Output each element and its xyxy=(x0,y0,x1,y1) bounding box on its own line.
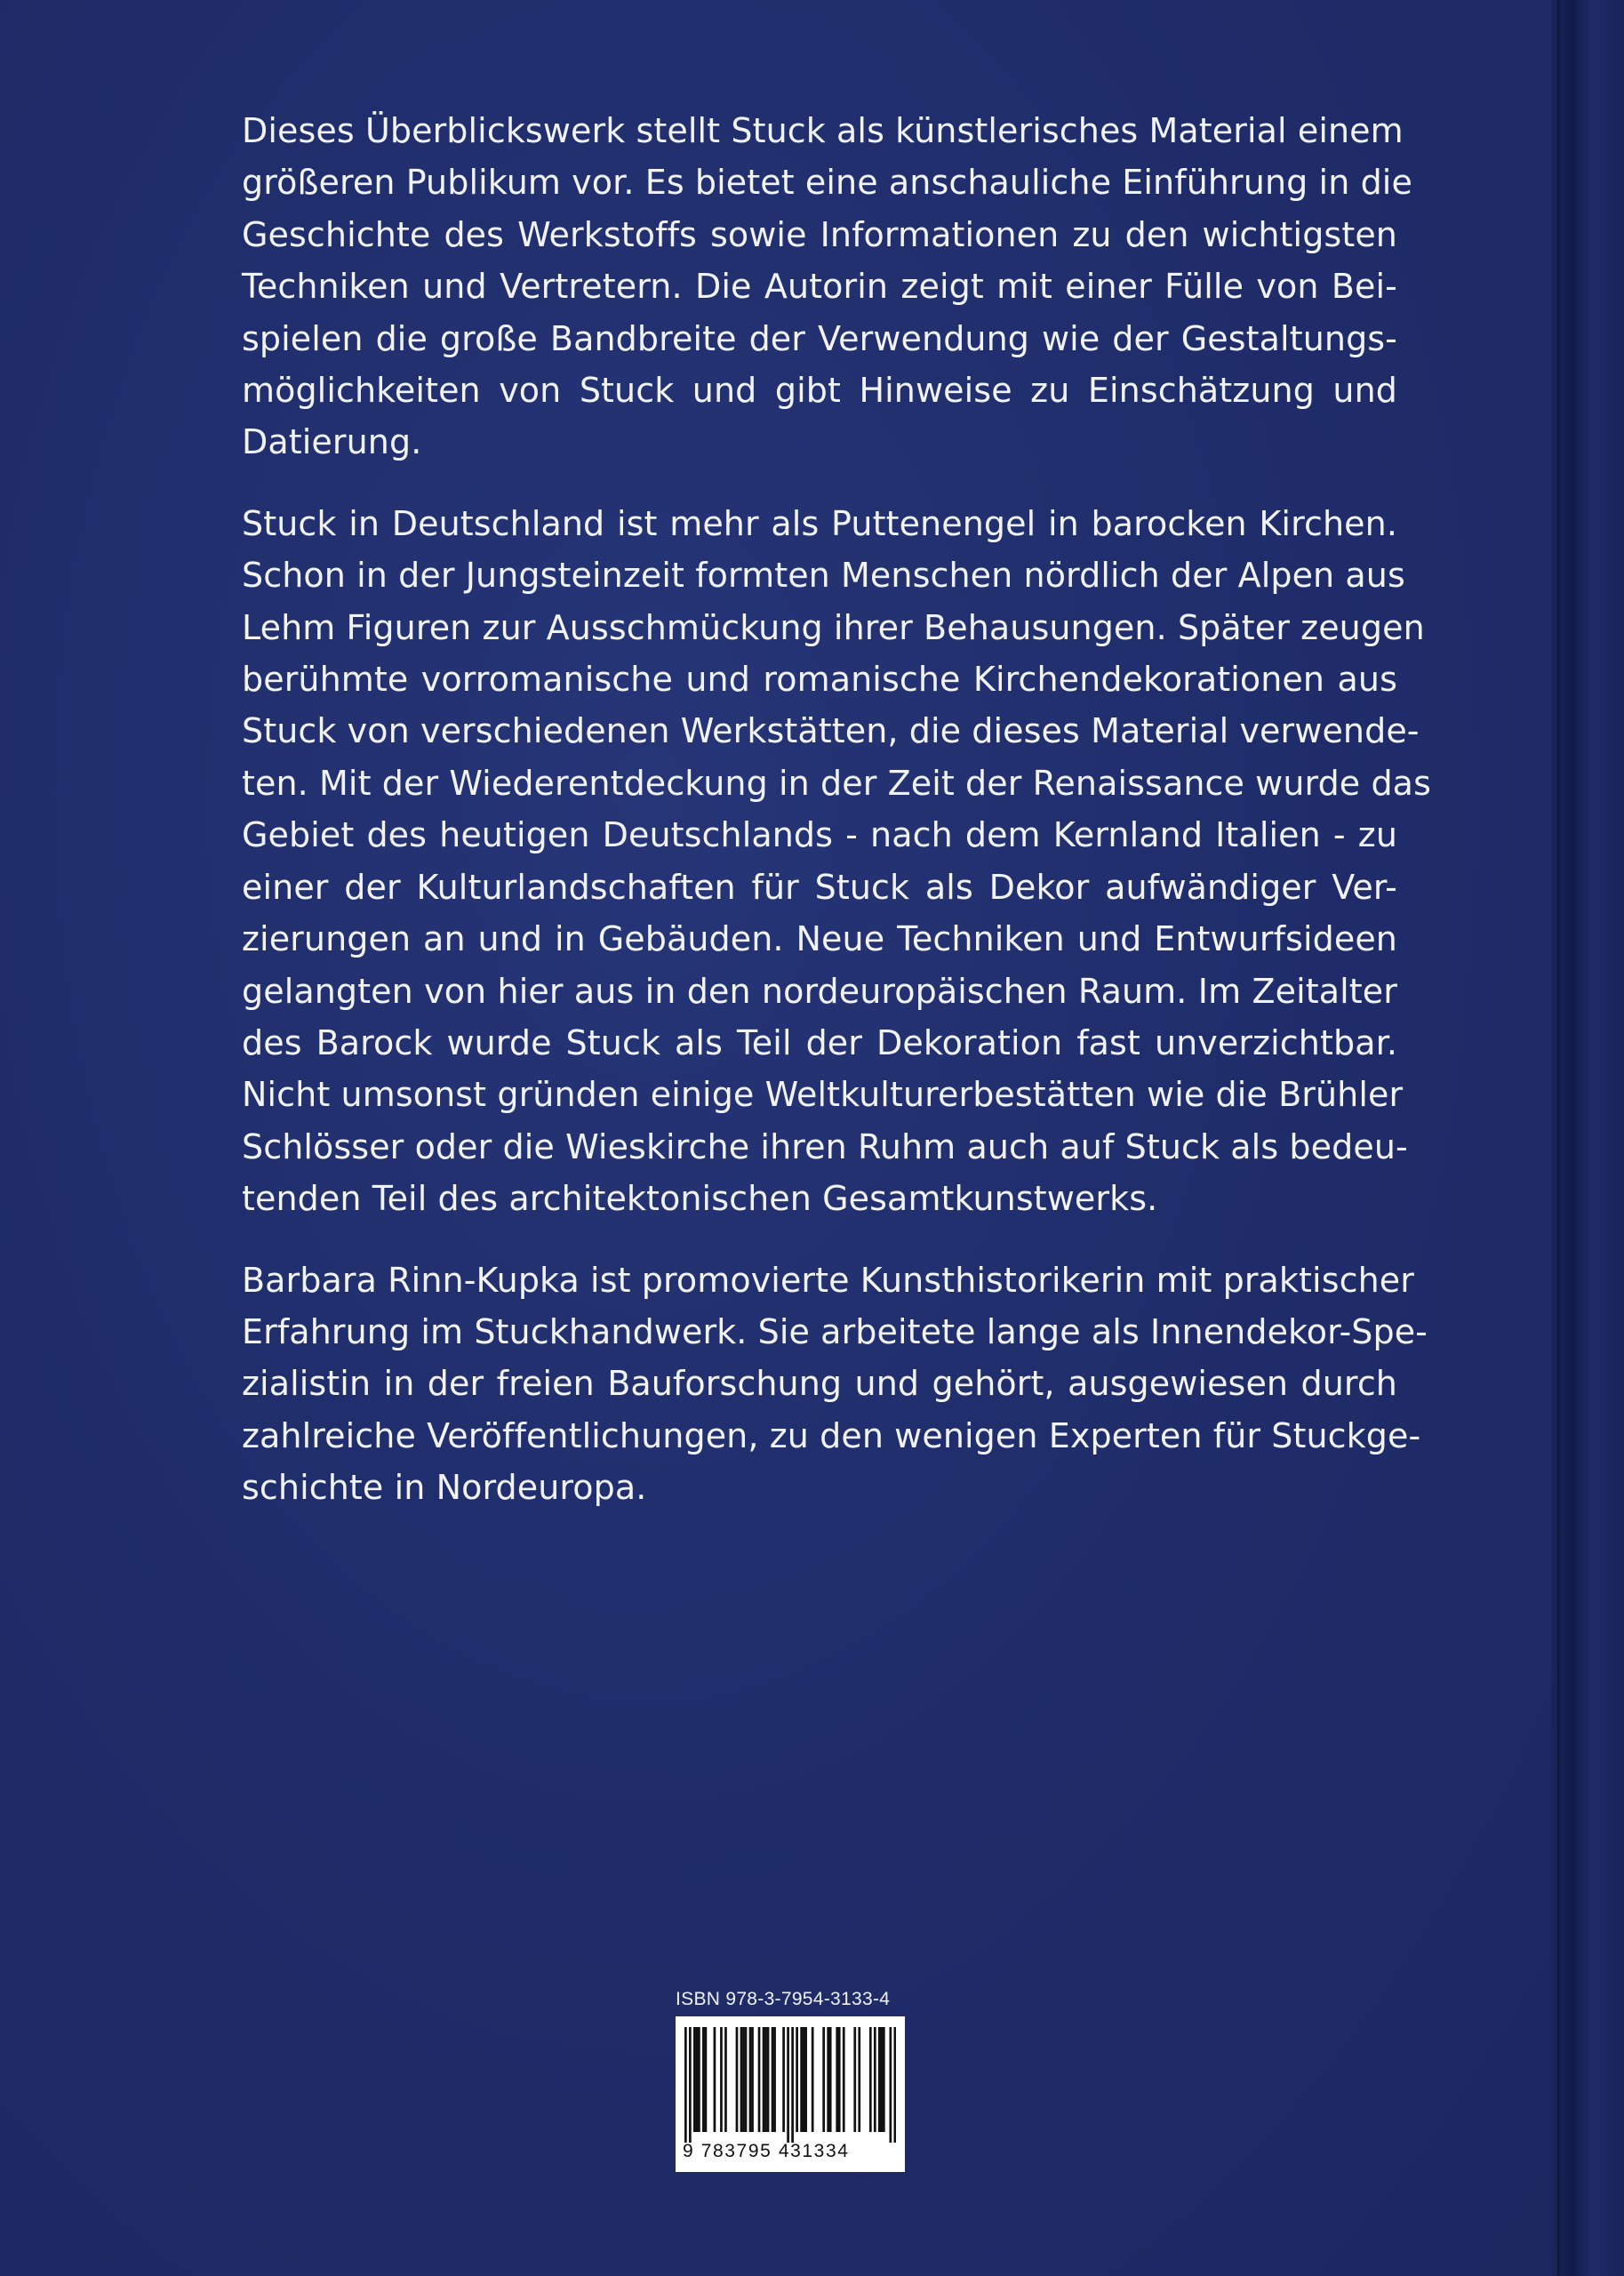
text-line: Barbara Rinn-Kupka ist promovierte Kunsthistorikerin mit praktischer xyxy=(242,1260,1414,1300)
text-line: des Barock wurde Stuck als Teil der Dekoration fast unverzichtbar. xyxy=(242,1022,1397,1062)
barcode-bar xyxy=(838,2027,841,2132)
text-line: Techniken und Vertretern. Die Autorin zeigt mit einer Fülle von Bei- xyxy=(242,267,1397,307)
text-line: Stuck von verschiedenen Werkstätten, die dieses Material verwende- xyxy=(242,711,1420,751)
barcode-bar xyxy=(853,2027,856,2132)
text-line: einer der Kulturlandschaften für Stuck als Dekor aufwändiger Ver- xyxy=(242,867,1397,907)
barcode-bar xyxy=(764,2027,767,2132)
barcode-bar xyxy=(869,2027,872,2132)
barcode-bar xyxy=(698,2027,700,2132)
barcode-bar xyxy=(782,2027,785,2132)
barcode-bar xyxy=(883,2027,885,2132)
paragraph-intro xyxy=(242,105,1412,469)
barcode-bar xyxy=(796,2027,798,2132)
text-line: berühmte vorromanische und romanische Kirchendekorationen aus xyxy=(242,660,1397,700)
barcode-bar xyxy=(880,2027,883,2132)
text-line: gelangten von hier aus in den nordeuropäischen Raum. Im Zeitalter xyxy=(242,971,1397,1011)
text-line: größeren Publikum vor. Es bietet eine anschauliche Einführung in die xyxy=(242,163,1412,203)
text-line: Erfahrung im Stuckhandwerk. Sie arbeitete lange als Innendekor-Spe- xyxy=(242,1311,1428,1351)
barcode-bar xyxy=(689,2027,692,2143)
barcode-bar xyxy=(804,2027,807,2132)
text-line: schichte in Nordeuropa. xyxy=(242,1468,647,1508)
barcode-bar xyxy=(878,2027,881,2132)
barcode-bar xyxy=(893,2027,896,2143)
paragraph-author xyxy=(242,1254,1428,1514)
blurb-text xyxy=(242,105,1431,1543)
barcode-bar xyxy=(702,2027,705,2132)
text-line: Dieses Überblickswerk stellt Stuck als künstlerisches Material einem xyxy=(242,111,1404,150)
barcode-bar xyxy=(812,2027,814,2132)
isbn-label: ISBN 978-3-7954-3133-4 xyxy=(676,1989,891,2009)
barcode-bar xyxy=(720,2027,723,2132)
barcode-bar xyxy=(822,2027,825,2132)
barcode-bar xyxy=(843,2027,845,2132)
barcode-bar xyxy=(874,2027,876,2132)
text-line: Schlösser oder die Wieskirche ihren Ruhm auch auf Stuck als bedeu- xyxy=(242,1126,1408,1166)
spine-edge xyxy=(1551,0,1624,2276)
barcode-bars xyxy=(684,2027,896,2143)
barcode-bar xyxy=(745,2027,748,2132)
barcode-bar xyxy=(858,2027,860,2132)
text-line: Nicht umsonst gründen einige Weltkulturerbestätten wie die Brühler xyxy=(242,1075,1404,1115)
paragraph-history xyxy=(242,498,1431,1225)
barcode-digits: 9 783795 431334 xyxy=(683,2141,850,2161)
text-line: Geschichte des Werkstoffs sowie Informationen zu den wichtigsten xyxy=(242,214,1397,254)
barcode-bar xyxy=(829,2027,832,2132)
text-line: Datierung. xyxy=(242,422,422,462)
text-line: spielen die große Bandbreite der Verwendung wie der Gestaltungs- xyxy=(242,318,1397,358)
barcode-bar xyxy=(740,2027,743,2132)
barcode-bar xyxy=(791,2027,794,2143)
text-line: tenden Teil des architektonischen Gesamtkunstwerks. xyxy=(242,1179,1158,1219)
text-line: Schon in der Jungsteinzeit formten Menschen nördlich der Alpen aus xyxy=(242,556,1405,596)
barcode-bar xyxy=(763,2027,765,2132)
barcode-bar xyxy=(751,2027,754,2132)
barcode-bar xyxy=(749,2027,752,2132)
spine-hinge-line xyxy=(1557,0,1560,2276)
barcode-bar xyxy=(684,2027,687,2143)
text-line: ten. Mit der Wiederentdeckung in der Zeit der Renaissance wurde das xyxy=(242,763,1431,803)
barcode-bar xyxy=(889,2027,892,2143)
text-line: Gebiet des heutigen Deutschlands - nach dem Kernland Italien - zu xyxy=(242,815,1397,855)
barcode-bar xyxy=(714,2027,716,2132)
barcode xyxy=(676,2016,905,2172)
barcode-bar xyxy=(705,2027,708,2132)
text-line: Stuck in Deutschland ist mehr als Puttenengel in barocken Kirchen. xyxy=(242,503,1397,543)
barcode-bar xyxy=(767,2027,770,2132)
barcode-bar xyxy=(736,2027,739,2132)
barcode-bar xyxy=(787,2027,789,2143)
barcode-bar xyxy=(773,2027,776,2132)
text-line: möglichkeiten von Stuck und gibt Hinweise zu Einschätzung und xyxy=(242,371,1397,411)
text-line: zierungen an und in Gebäuden. Neue Techniken und Entwurfsideen xyxy=(242,919,1397,959)
barcode-bar xyxy=(758,2027,761,2132)
barcode-bar xyxy=(772,2027,774,2132)
barcode-bar xyxy=(742,2027,745,2132)
barcode-bar xyxy=(696,2027,699,2132)
barcode-bar xyxy=(827,2027,829,2132)
barcode-bar xyxy=(836,2027,838,2132)
barcode-bar xyxy=(800,2027,803,2132)
text-line: Lehm Figuren zur Ausschmückung ihrer Behausungen. Später zeugen xyxy=(242,607,1425,647)
text-line: zialistin in der freien Bauforschung und gehört, ausgewiesen durch xyxy=(242,1364,1397,1404)
barcode-bar xyxy=(803,2027,805,2132)
barcode-bar xyxy=(693,2027,696,2132)
barcode-bar xyxy=(724,2027,727,2132)
text-line: zahlreiche Veröffentlichungen, zu den wenigen Experten für Stuckge- xyxy=(242,1415,1421,1455)
